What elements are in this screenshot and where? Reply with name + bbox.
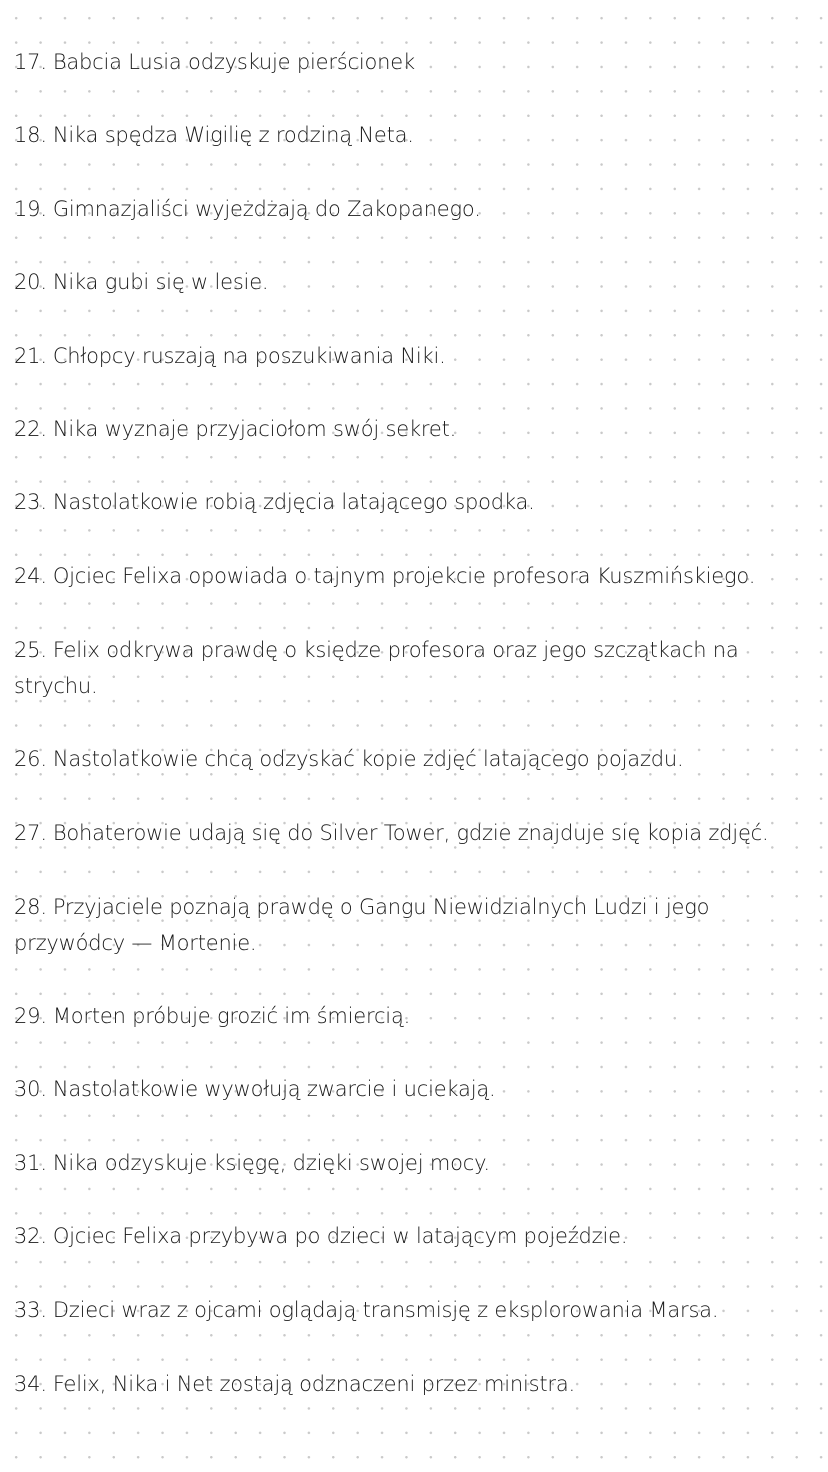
- item-number: 30.: [14, 1077, 47, 1101]
- item-text: Felix odkrywa prawdę o księdze profesora oraz jego szczątkach na strychu.: [14, 638, 739, 698]
- item-text: Bohaterowie udają się do Silver Tower, gdzie znajduje się kopia zdjęć.: [52, 821, 769, 845]
- item-number: 23.: [14, 490, 47, 514]
- item-number: 18.: [14, 123, 47, 147]
- list-item: [14, 558, 814, 594]
- list-item: [14, 1366, 814, 1402]
- item-text: Nika wyznaje przyjaciołom swój sekret.: [52, 417, 457, 441]
- list-item: [14, 1145, 814, 1181]
- item-text: Ojciec Felixa przybywa po dzieci w latającym pojeździe.: [52, 1224, 628, 1248]
- item-number: 26.: [14, 747, 47, 771]
- list-item: [14, 484, 814, 520]
- item-text: Nika gubi się w lesie.: [52, 270, 269, 294]
- list-item: [14, 1071, 814, 1107]
- item-text: Gimnazjaliści wyjeżdżają do Zakopanego.: [52, 197, 481, 221]
- item-text: Nika odzyskuje księgę, dzięki swojej mocy.: [52, 1151, 490, 1175]
- list-item: [14, 411, 814, 447]
- list-item: [14, 815, 814, 851]
- item-number: 31.: [14, 1151, 47, 1175]
- list-item: [14, 1218, 814, 1254]
- item-number: 22.: [14, 417, 47, 441]
- list-item: [14, 889, 814, 961]
- list-item: [14, 632, 814, 704]
- item-number: 20.: [14, 270, 47, 294]
- list-item: [14, 1292, 814, 1328]
- list-item: [14, 117, 814, 153]
- list-item: [14, 264, 814, 300]
- item-number: 21.: [14, 344, 47, 368]
- item-number: 32.: [14, 1224, 47, 1248]
- item-text: Babcia Lusia odzyskuje pierścionek: [52, 50, 415, 74]
- item-number: 28.: [14, 895, 47, 919]
- list-item: [14, 998, 814, 1034]
- item-number: 29.: [14, 1004, 47, 1028]
- item-text: Morten próbuje grozić im śmiercią.: [52, 1004, 411, 1028]
- item-number: 17.: [14, 50, 47, 74]
- list-item: [14, 44, 814, 80]
- item-number: 24.: [14, 564, 47, 588]
- item-text: Dzieci wraz z ojcami oglądają transmisję z eksplorowania Marsa.: [52, 1298, 719, 1322]
- list-item: [14, 338, 814, 374]
- item-text: Ojciec Felixa opowiada o tajnym projekcie profesora Kuszmińskiego.: [52, 564, 756, 588]
- item-text: Nika spędza Wigilię z rodziną Neta.: [52, 123, 414, 147]
- item-number: 19.: [14, 197, 47, 221]
- list-item: [14, 741, 814, 777]
- item-text: Felix, Nika i Net zostają odznaczeni przez ministra.: [52, 1372, 576, 1396]
- item-text: Nastolatkowie wywołują zwarcie i uciekają.: [52, 1077, 496, 1101]
- item-text: Nastolatkowie robią zdjęcia latającego spodka.: [52, 490, 535, 514]
- item-text: Nastolatkowie chcą odzyskać kopie zdjęć latającego pojazdu.: [52, 747, 684, 771]
- item-text: Przyjaciele poznają prawdę o Gangu Niewidzialnych Ludzi i jego przywódcy — Mortenie.: [14, 895, 710, 955]
- item-text: Chłopcy ruszają na poszukiwania Niki.: [52, 344, 446, 368]
- item-number: 34.: [14, 1372, 47, 1396]
- list-item: [14, 191, 814, 227]
- item-number: 27.: [14, 821, 47, 845]
- item-number: 25.: [14, 638, 47, 662]
- item-number: 33.: [14, 1298, 47, 1322]
